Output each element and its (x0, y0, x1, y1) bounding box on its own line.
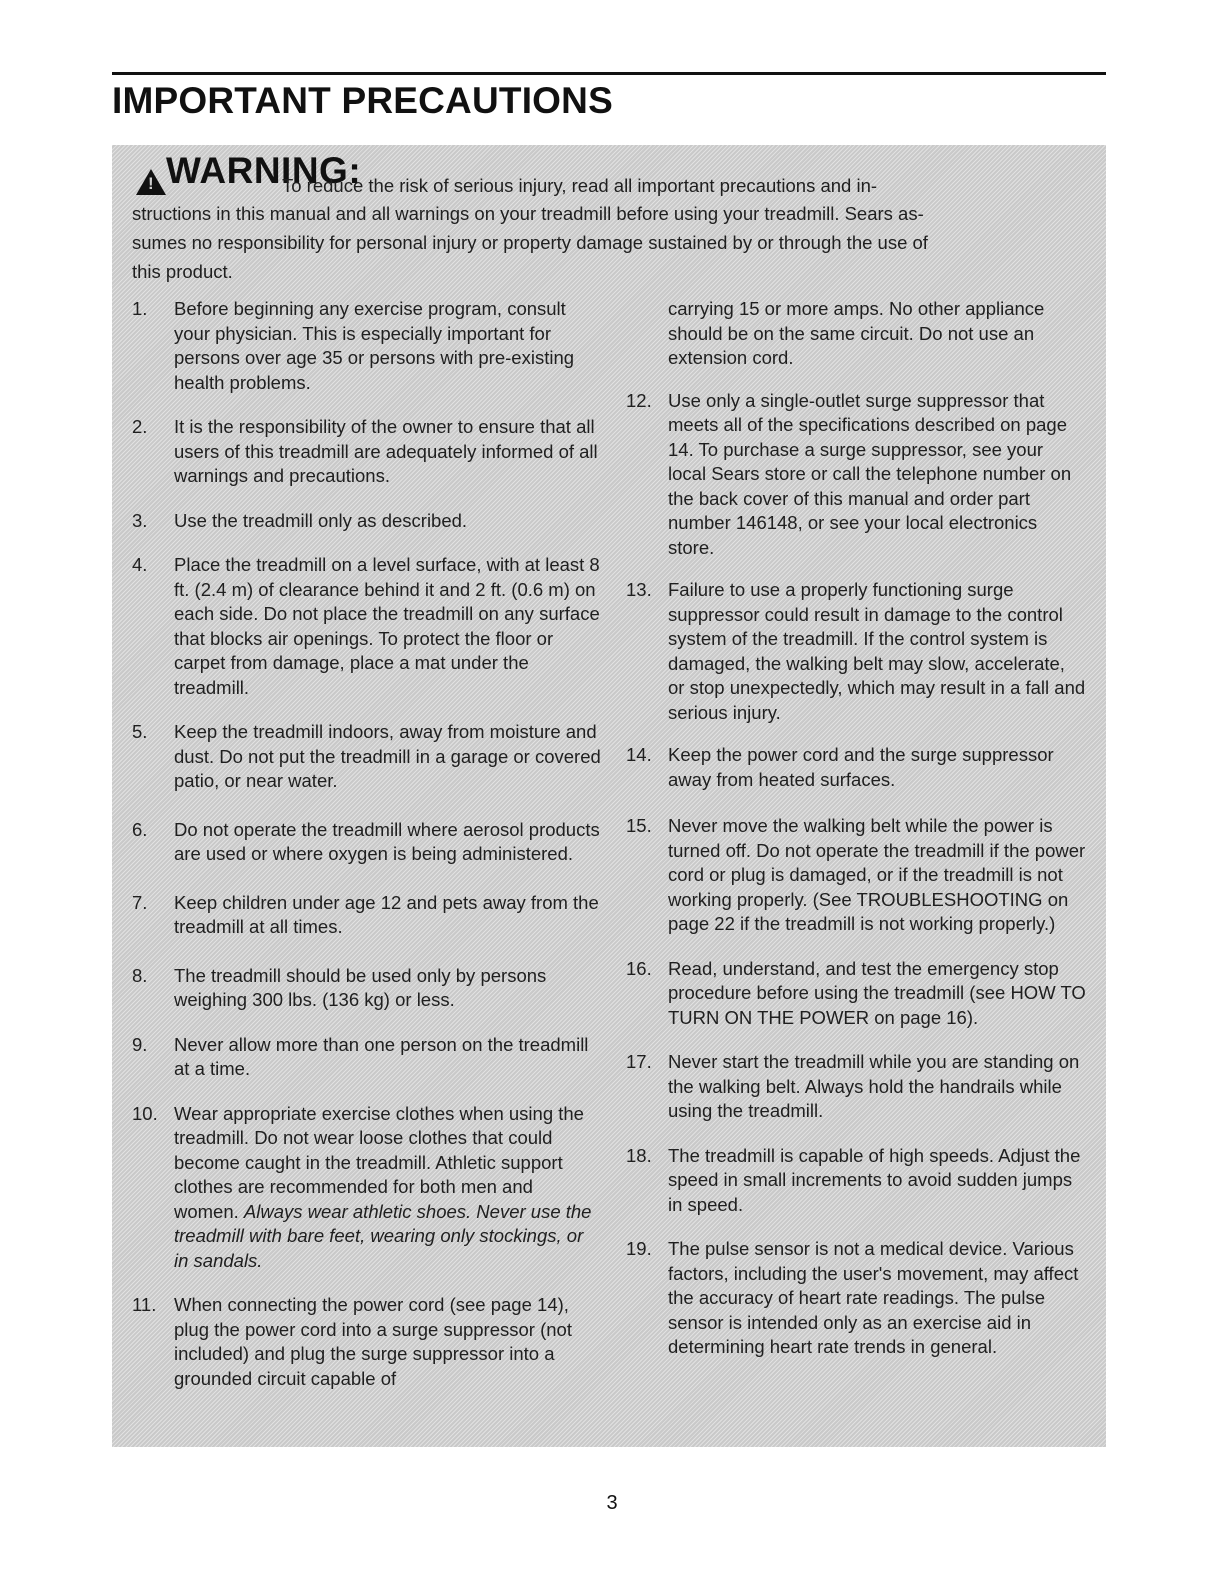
item-number: 8. (132, 964, 148, 986)
left-column (132, 297, 602, 1391)
item-text: Keep the treadmill indoors, away from moisture and dust. Do not put the treadmill in a garage or covered patio, or near water. (174, 721, 601, 791)
item-number: 18. (626, 1144, 652, 1166)
precaution-item (626, 743, 1086, 792)
precaution-item (132, 553, 602, 700)
item-text: Do not operate the treadmill where aerosol products are used or where oxygen is being administered. (174, 818, 600, 864)
item-number: 14. (626, 744, 652, 765)
item-text: Use only a single-outlet surge suppressor that meets all of the specifications described on page 14. To purchase a surge suppressor, see your local Sears store or call the telephone number on the back cover of this manual and order part number 146148, or see your local electronics store. (668, 389, 1072, 558)
precaution-item (626, 578, 1086, 725)
precaution-item (132, 415, 602, 489)
precaution-item (626, 814, 1086, 937)
item-text: Place the treadmill on a level surface, with at least 8 ft. (2.4 m) of clearance behind it and 2 ft. (0.6 m) on each side. Do not place the treadmill on any surface that blocks air openings. To protect the floor or carpet from damage, place a mat under the treadmill. (174, 554, 600, 698)
item-number: 1. (132, 298, 148, 319)
item-text: Read, understand, and test the emergency stop procedure before using the treadmill (see HOW TO TURN ON THE POWER on page 16). (668, 957, 1086, 1028)
item-text: carrying 15 or more amps. No other appliance should be on the same circuit. Do not use an extension cord. (668, 298, 1045, 368)
item-text: When connecting the power cord (see page 14), plug the power cord into a surge suppressor (not included) and plug the surge suppressor into a grounded circuit capable of (174, 1294, 572, 1389)
precaution-item (132, 1293, 602, 1391)
precaution-item-continued (626, 297, 1086, 371)
item-number: 5. (132, 721, 148, 742)
warning-text-line: sumes no responsibility for personal injury or property damage sustained by or through the use of (132, 232, 928, 253)
item-text: Keep the power cord and the surge suppressor away from heated surfaces. (668, 744, 1054, 790)
precaution-item (626, 957, 1086, 1031)
title-rule (112, 72, 1106, 75)
item-number: 4. (132, 554, 148, 575)
item-number: 12. (626, 389, 652, 411)
item-text: Failure to use a properly functioning surge suppressor could result in damage to the control system of the treadmill. If the control system is damaged, the walking belt may slow, accelerate, or stop unexpectedly, which may result in a fall and serious injury. (668, 579, 1086, 723)
item-number: 7. (132, 891, 148, 913)
item-text: Before beginning any exercise program, consult your physician. This is especially important for persons over age 35 or persons with pre-existing health problems. (174, 298, 575, 393)
item-text: Never move the walking belt while the power is turned off. Do not operate the treadmill if the power cord or plug is damaged, or if the treadmill is not working properly. (See TROUBLESHOOTING on page 22 if the treadmill is not working properly.) (668, 815, 1086, 934)
precautions-panel (112, 145, 1106, 1447)
item-number: 13. (626, 579, 652, 600)
item-number: 10. (132, 1102, 158, 1124)
item-text: Never allow more than one person on the treadmill at a time. (174, 1033, 589, 1079)
item-text: Keep children under age 12 and pets away from the treadmill at all times. (174, 891, 599, 937)
item-text: Never start the treadmill while you are standing on the walking belt. Always hold the handrails while using the treadmill. (668, 1051, 1080, 1121)
precaution-item (132, 297, 602, 395)
item-text: The treadmill should be used only by persons weighing 300 lbs. (136 kg) or less. (174, 964, 547, 1010)
precaution-columns (132, 297, 1086, 1427)
item-text: It is the responsibility of the owner to ensure that all users of this treadmill are adequately informed of all warnings and precautions. (174, 416, 598, 486)
item-text: The treadmill is capable of high speeds. Adjust the speed in small increments to avoid sudden jumps in speed. (668, 1144, 1081, 1215)
item-number: 16. (626, 957, 652, 979)
precaution-item (132, 818, 602, 867)
item-number: 17. (626, 1051, 652, 1072)
page-title: IMPORTANT PRECAUTIONS (112, 80, 613, 121)
item-number: 19. (626, 1238, 652, 1259)
precaution-item (132, 720, 602, 794)
warning-text (132, 199, 1086, 286)
item-text: Use the treadmill only as described. (174, 509, 468, 531)
item-number: 6. (132, 818, 148, 840)
warning-text-line: structions in this manual and all warnings on your treadmill before using your treadmill. Sears as- (132, 203, 924, 224)
precaution-item (132, 1102, 602, 1274)
warning-block (132, 145, 1086, 286)
item-text: The pulse sensor is not a medical device. Various factors, including the user's movement, may affect the accuracy of heart rate readings. The pulse sensor is intended only as an exercise aid in determining heart rate trends in general. (668, 1238, 1079, 1357)
right-column (626, 297, 1086, 1360)
item-number: 9. (132, 1033, 148, 1055)
page-number: 3 (606, 1492, 618, 1514)
precaution-item (626, 1144, 1086, 1218)
precaution-item (626, 389, 1086, 561)
precaution-item (132, 891, 602, 940)
item-number: 15. (626, 815, 652, 836)
warning-heading (132, 145, 1086, 199)
precaution-item (626, 1237, 1086, 1360)
item-number: 2. (132, 416, 148, 437)
item-text: Wear appropriate exercise clothes when using the treadmill. Do not wear loose clothes that could become caught in the treadmill. Athletic support clothes are recommended for both men and women. (174, 1102, 584, 1222)
warning-text-line: this product. (132, 261, 233, 282)
warning-triangle-icon (136, 169, 166, 195)
warning-label: WARNING: (166, 150, 362, 191)
item-number: 3. (132, 509, 148, 531)
item-number: 11. (132, 1294, 157, 1315)
precaution-item (626, 1050, 1086, 1124)
precaution-item (132, 509, 602, 534)
precaution-item (132, 1033, 602, 1082)
precaution-item (132, 964, 602, 1013)
warning-text-first-line: To reduce the risk of serious injury, read all important precautions and in- (282, 175, 878, 196)
item-text-italic: Always wear athletic shoes. Never use the treadmill with bare feet, wearing only stockings, or in sandals. (174, 1200, 592, 1271)
